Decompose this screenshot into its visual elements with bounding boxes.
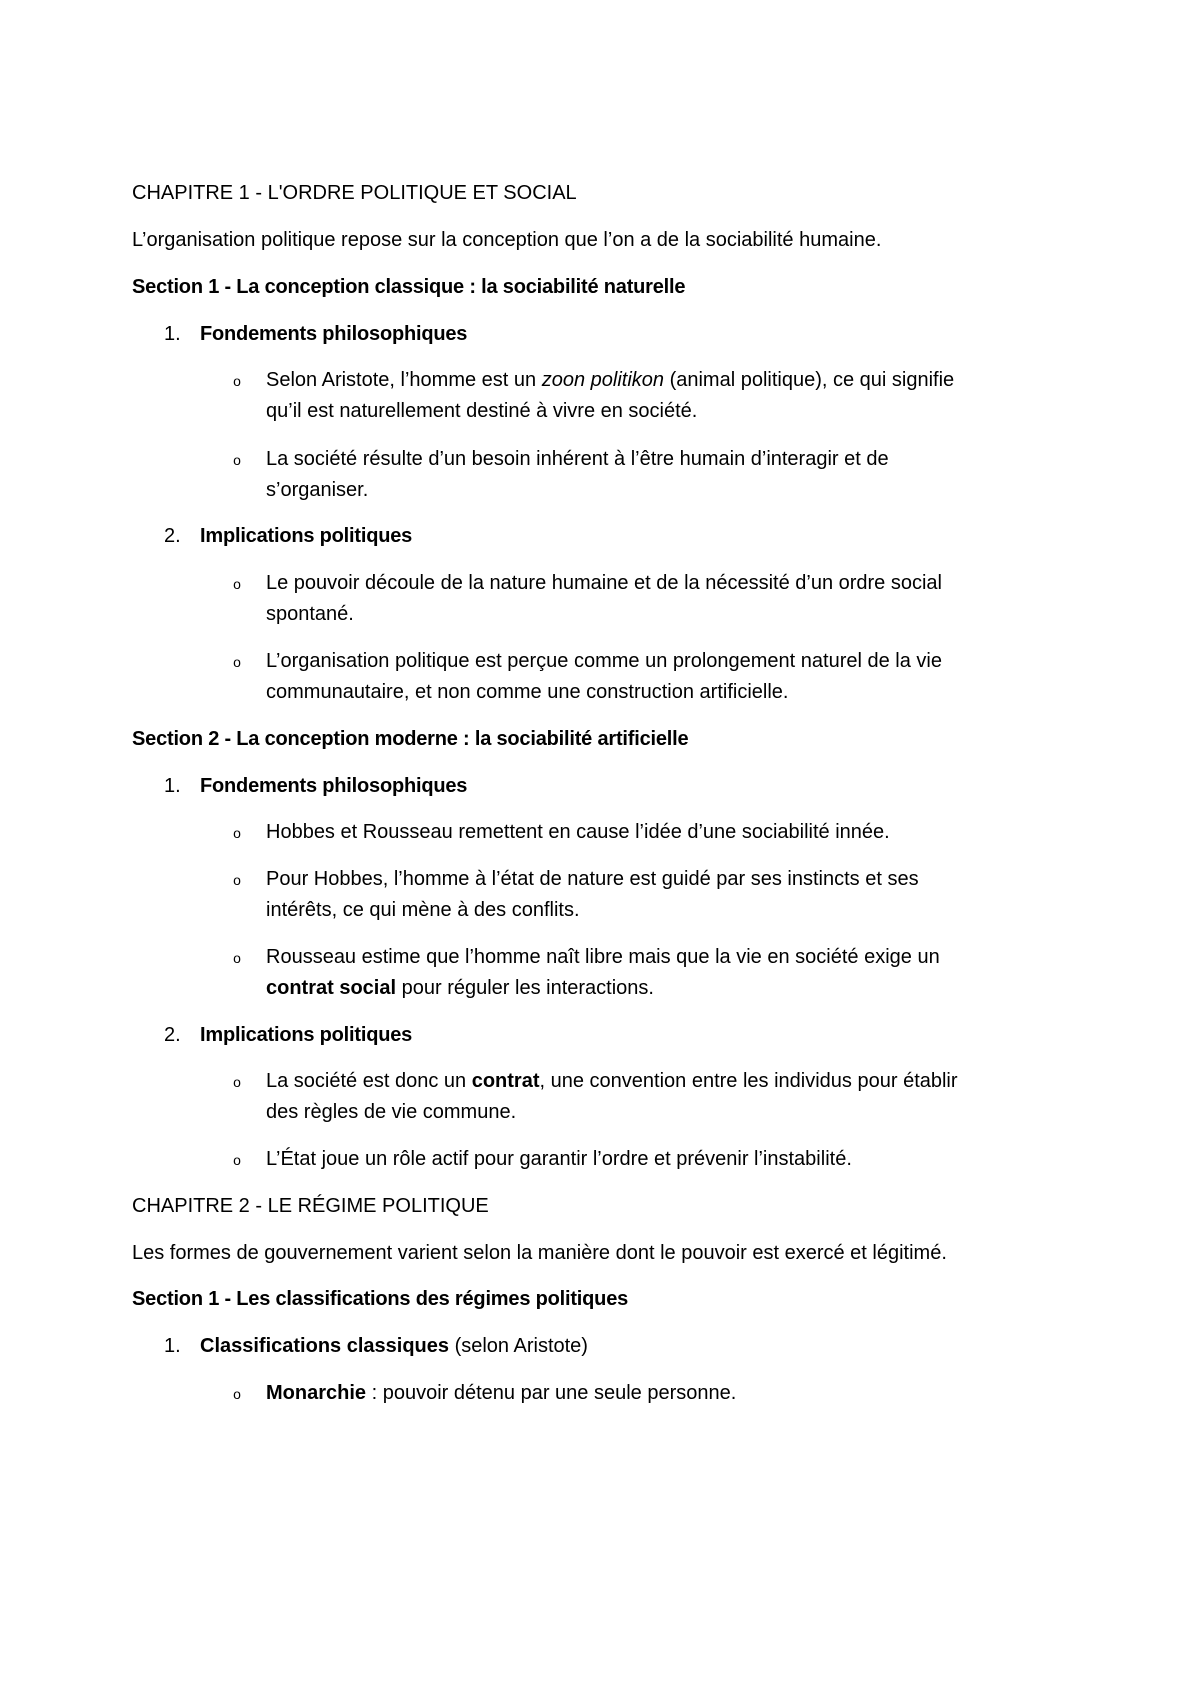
bullet-icon: o [233,825,241,841]
bullet-icon: o [233,1152,241,1168]
text-fragment: Selon Aristote, l’homme est un [266,369,542,391]
text-fragment: (selon Aristote) [449,1335,588,1357]
section-2-1-title: Section 1 - Les classifications des régimes politiques [132,1288,629,1310]
list-item: Rousseau estime que l’homme naît libre mais que la vie en société exige un [266,946,940,968]
chapter-2-title: CHAPITRE 2 - LE RÉGIME POLITIQUE [132,1195,489,1217]
text-fragment: pour réguler les interactions. [396,977,654,999]
list-item: L’organisation politique est perçue comme un prolongement naturel de la vie [266,650,942,672]
list-item-continuation: des règles de vie commune. [266,1101,517,1123]
bullet-icon: o [233,872,241,888]
chapter-2-intro: Les formes de gouvernement varient selon la manière dont le pouvoir est exercé et légitimé. [132,1242,947,1264]
list-item-continuation: qu’il est naturellement destiné à vivre en société. [266,400,698,422]
list-item-continuation: intérêts, ce qui mène à des conflits. [266,899,580,921]
list-number: 1. [164,1335,181,1357]
list-number: 2. [164,1024,181,1046]
list-item: L’État joue un rôle actif pour garantir l’ordre et prévenir l’instabilité. [266,1148,852,1170]
subsection-title-implications: Implications politiques [200,525,413,547]
list-number: 2. [164,525,181,547]
italic-term: zoon politikon [541,369,665,391]
text-fragment: (animal politique), ce qui signifie [664,369,955,391]
subsection-title-classifications [200,1333,588,1359]
text-fragment: , une convention entre les individus pour établir [539,1070,958,1092]
list-item-continuation: communautaire, et non comme une construction artificielle. [266,681,789,703]
bold-term: Monarchie [266,1382,367,1404]
bold-term: contrat [471,1070,540,1092]
bold-term: Classifications classiques [200,1335,450,1357]
text-fragment: La société est donc un [266,1070,472,1092]
list-item-continuation: spontané. [266,603,354,625]
bullet-icon: o [233,452,241,468]
bullet-icon: o [233,654,241,670]
list-item-continuation [266,975,654,1001]
bold-term: contrat social [266,977,397,999]
list-item [266,367,954,393]
subsection-title-implications: Implications politiques [200,1024,413,1046]
list-number: 1. [164,323,181,345]
bullet-icon: o [233,1386,241,1402]
list-item [266,1380,736,1406]
list-number: 1. [164,775,181,797]
list-item-continuation: s’organiser. [266,479,369,501]
list-item: Le pouvoir découle de la nature humaine et de la nécessité d’un ordre social [266,572,942,594]
list-item: La société résulte d’un besoin inhérent à l’être humain d’interagir et de [266,448,889,470]
chapter-1-intro: L’organisation politique repose sur la conception que l’on a de la sociabilité humaine. [132,229,882,251]
list-item: Pour Hobbes, l’homme à l’état de nature est guidé par ses instincts et ses [266,868,919,890]
section-1-2-title: Section 2 - La conception moderne : la sociabilité artificielle [132,728,689,750]
list-item [266,1068,958,1094]
text-fragment: : pouvoir détenu par une seule personne. [366,1382,737,1404]
bullet-icon: o [233,950,241,966]
chapter-1-title: CHAPITRE 1 - L'ORDRE POLITIQUE ET SOCIAL [132,182,577,204]
section-1-1-title: Section 1 - La conception classique : la sociabilité naturelle [132,276,686,298]
bullet-icon: o [233,576,241,592]
subsection-title-fondements: Fondements philosophiques [200,775,468,797]
list-item: Hobbes et Rousseau remettent en cause l’idée d’une sociabilité innée. [266,821,890,843]
bullet-icon: o [233,1074,241,1090]
bullet-icon: o [233,373,241,389]
subsection-title-fondements: Fondements philosophiques [200,323,468,345]
